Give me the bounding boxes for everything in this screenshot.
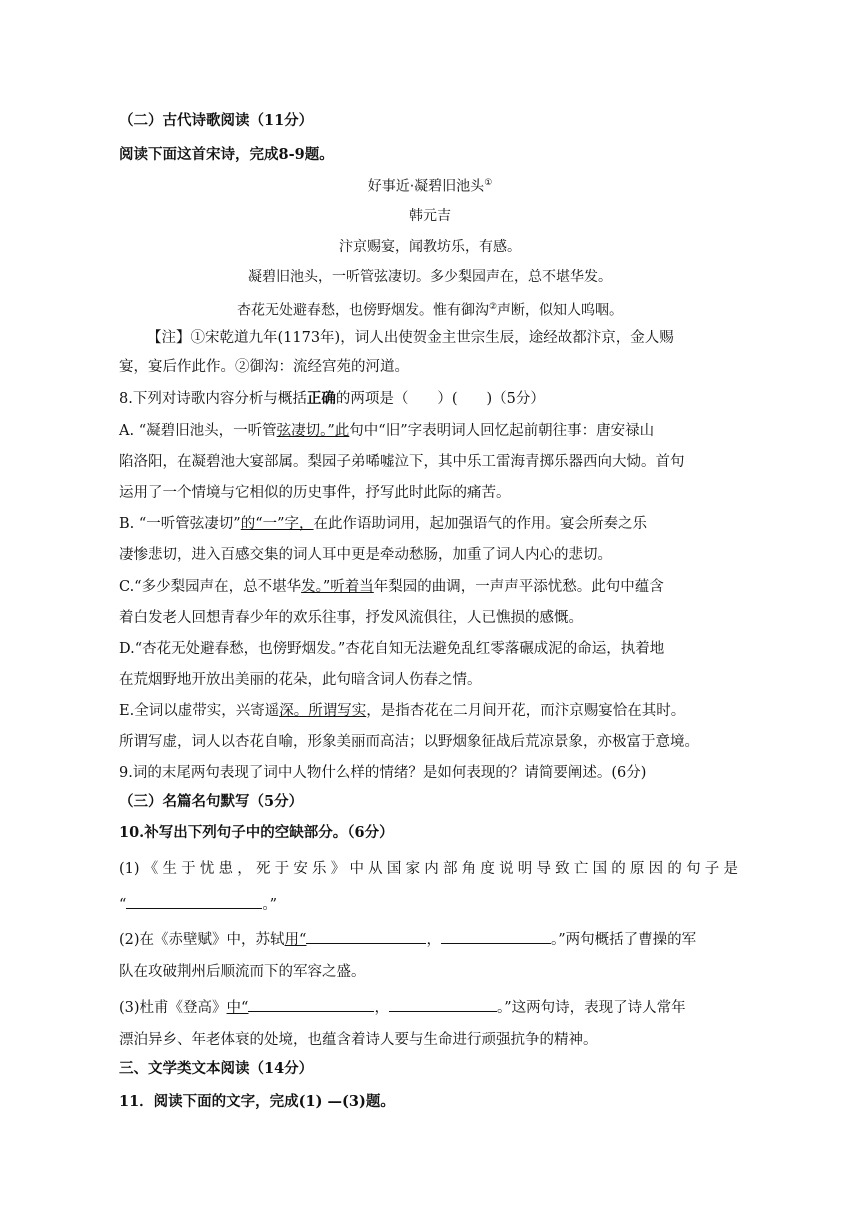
option-e-line-1: E.全词以虚带实，兴寄遥深。所谓写实，是指杏花在二月间开花，而汴京赐宴恰在其时。	[119, 703, 686, 719]
poem-author: 韩元吉	[409, 208, 451, 224]
note-line-2: 宴，宴后作此作。②御沟：流经宫苑的河道。	[119, 359, 409, 375]
option-d-line-2: 在荒烟野地开放出美丽的花朵，此句暗含词人伤春之情。	[119, 672, 482, 688]
question-10-item-3-line-2: 漂泊异乡、年老体衰的处境，也蕴含着诗人要与生命进行顽强抗争的精神。	[119, 1032, 598, 1048]
option-e-line-2: 所谓写虚，词人以杏花自喻，形象美丽而高洁；以野烟象征战后荒凉景象，亦极富于意境。	[119, 734, 699, 750]
section-3-title: （三）名篇名句默写（5分）	[119, 793, 304, 810]
answer-blank[interactable]	[441, 929, 551, 944]
footnote-mark: ②	[488, 302, 498, 312]
footnote-mark: ①	[484, 178, 493, 188]
question-10-stem: 10.补写出下列句子中的空缺部分。（6分）	[119, 824, 394, 841]
question-10-item-2-line-2: 队在攻破荆州后顺流而下的军容之盛。	[119, 964, 366, 980]
poem-preface: 汴京赐宴，闻教坊乐，有感。	[339, 239, 521, 255]
note-line-1: 【注】①宋乾道九年(1173年)，词人出使贺金主世宗生辰，途经故都汴京，金人赐	[147, 330, 674, 346]
question-11: 11．阅读下面的文字，完成(1) —(3)题。	[119, 1093, 395, 1110]
option-b-line-1: B. “一听管弦凄切”的“一”字，在此作语助词用，起加强语气的作用。宴会所奏之乐	[119, 516, 648, 532]
poem-line-1: 凝碧旧池头，一听管弦凄切。多少梨园声在，总不堪华发。	[248, 269, 612, 285]
question-9: 9.词的末尾两句表现了词中人物什么样的情绪？是如何表现的？请简要阐述。(6分)	[119, 765, 647, 781]
answer-blank[interactable]	[306, 929, 426, 944]
option-a-line-1: A. “凝碧旧池头，一听管弦凄切。”此句中“旧”字表明词人回忆起前朝往事：唐安禄山	[119, 423, 655, 439]
option-c-line-2: 着白发老人回想青春少年的欢乐往事，抒发风流俱往，人已憔损的感慨。	[119, 610, 583, 626]
question-10-item-2-line-1: (2)在《赤壁赋》中，苏轼用“ ， 。”两句概括了曹操的军	[119, 929, 696, 950]
section-2-instruction: 阅读下面这首宋诗，完成8-9题。	[119, 146, 334, 163]
option-d-line-1: D.“杏花无处避春愁，也傍野烟发。”杏花自知无法避免乱红零落碾成泥的命运，执着地	[119, 641, 665, 657]
option-a-line-2: 陷洛阳，在凝碧池大宴部属。梨园子弟唏嘘泣下，其中乐工雷海青掷乐器西向大恸。首句	[119, 454, 685, 470]
answer-blank[interactable]	[248, 997, 374, 1012]
option-b-line-2: 凄惨悲切，进入百感交集的词人耳中更是牵动愁肠，加重了词人内心的悲切。	[119, 547, 612, 563]
question-10-item-1-line-1: (1)《生于忧患，死于安乐》中从国家内部角度说明导致亡国的原因的句子是	[119, 861, 738, 877]
answer-blank[interactable]	[389, 997, 497, 1012]
question-8-stem: 8.下列对诗歌内容分析与概括正确的两项是（ ）( )（5分）	[119, 390, 545, 407]
question-10-item-1-line-2: “ 。”	[119, 894, 277, 915]
answer-blank[interactable]	[126, 894, 262, 909]
section-2-title: （二）古代诗歌阅读（11分）	[119, 112, 314, 129]
part-3-title: 三、文学类文本阅读（14分）	[119, 1060, 314, 1077]
option-c-line-1: C.“多少梨园声在，总不堪华发。”听着当年梨园的曲调，一声声平添忧愁。此句中蕴含	[119, 579, 664, 595]
poem-title: 好事近·凝碧旧池头①	[367, 178, 493, 195]
question-10-item-3-line-1: (3)杜甫《登高》中“ ， 。”这两句诗，表现了诗人常年	[119, 997, 686, 1018]
poem-line-2: 杏花无处避春愁，也傍野烟发。惟有御沟②声断，似知人呜咽。	[236, 302, 624, 319]
option-a-line-3: 运用了一个情境与它相似的历史事件，抒写此时此际的痛苦。	[119, 485, 511, 501]
